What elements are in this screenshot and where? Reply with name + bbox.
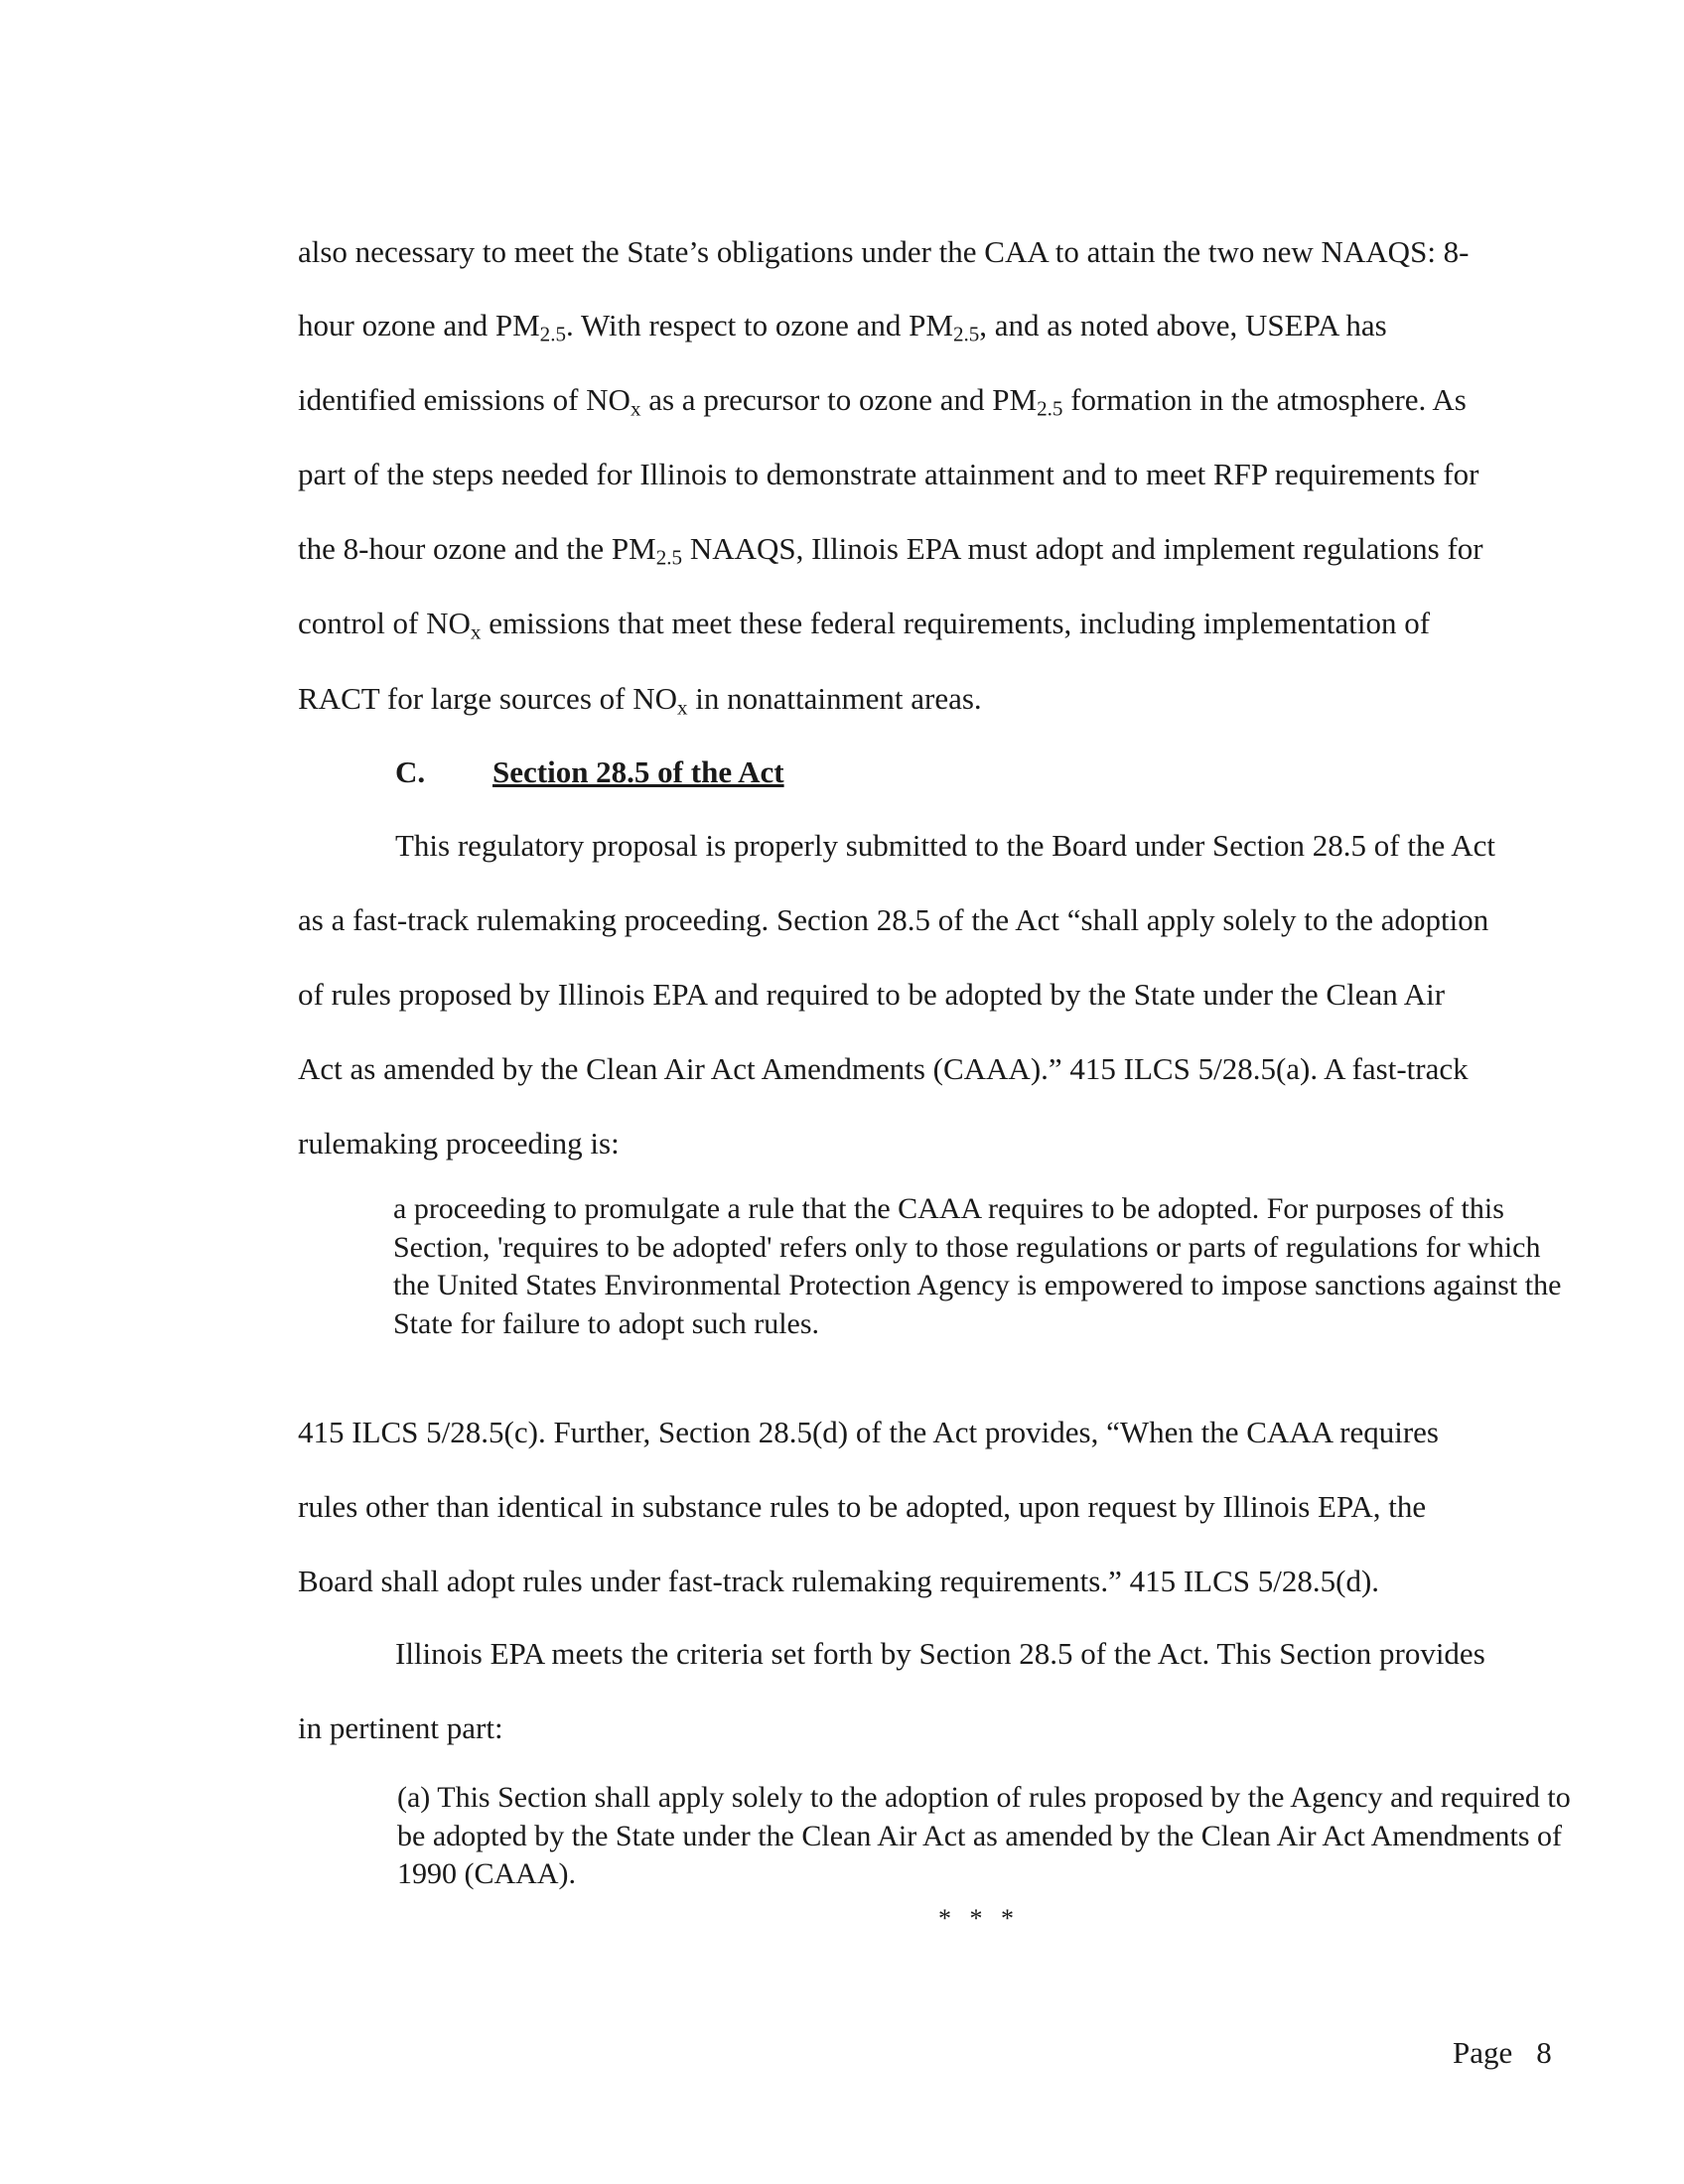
text-span: identified emissions of NO — [298, 382, 631, 417]
subscript: x — [630, 396, 641, 421]
section-title: Section 28.5 of the Act — [492, 754, 784, 789]
text-span: also necessary to meet the State’s obligations under the CAA to attain the two new NAAQS: 8- — [298, 234, 1470, 269]
paragraph-1-line-2 — [298, 306, 1387, 345]
paragraph-1-line-4 — [298, 455, 1478, 494]
text-span: rulemaking proceeding is: — [298, 1126, 620, 1160]
text-span: the 8-hour ozone and the PM — [298, 531, 656, 566]
subscript: x — [676, 695, 688, 720]
text-span: as a fast-track rulemaking proceeding. Section 28.5 of the Act “shall apply solely to the adoption — [298, 902, 1489, 937]
paragraph-1-line-6 — [298, 604, 1430, 643]
page-label: Page — [1453, 2035, 1513, 2070]
paragraph-4-line-1 — [395, 1634, 1485, 1674]
paragraph-1-line-7 — [298, 679, 982, 719]
paragraph-2-line-3 — [298, 975, 1445, 1015]
paragraph-1-line-5 — [298, 529, 1483, 569]
text-span: of rules proposed by Illinois EPA and required to be adopted by the State under the Clean Air — [298, 977, 1446, 1012]
text-span: Board shall adopt rules under fast-track rulemaking requirements.” 415 ILCS 5/28.5(d). — [298, 1564, 1380, 1598]
subscript: 2.5 — [655, 545, 683, 570]
text-span: emissions that meet these federal requirements, including implementation of — [481, 606, 1431, 640]
paragraph-3-line-2 — [298, 1487, 1426, 1527]
paragraph-2-line-5 — [298, 1124, 620, 1163]
text-span: hour ozone and PM — [298, 308, 540, 342]
text-span: , and as noted above, USEPA has — [979, 308, 1387, 342]
text-span: in nonattainment areas. — [687, 681, 982, 716]
text-span: as a precursor to ozone and PM — [640, 382, 1038, 417]
text-span: in pertinent part: — [298, 1710, 503, 1745]
paragraph-2-line-1 — [395, 826, 1495, 866]
text-span: . With respect to ozone and PM — [566, 308, 953, 342]
block-quote-statute — [397, 1779, 1579, 1894]
paragraph-4-line-2 — [298, 1708, 503, 1748]
text-span: RACT for large sources of NO — [298, 681, 677, 716]
block-quote-text: a proceeding to promulgate a rule that the CAAA requires to be adopted. For purposes of this Section, 'requires to be adopted' refers only to those regulations or parts of regulations for which the United States Environmental Protection Agency is empowered to impose sanctions against the State for failure to adopt such rules. — [393, 1192, 1562, 1340]
text-span: Illinois EPA meets the criteria set forth by Section 28.5 of the Act. This Section provides — [395, 1636, 1485, 1671]
paragraph-2-line-2 — [298, 900, 1488, 940]
text-span: 415 ILCS 5/28.5(c). Further, Section 28.5(d) of the Act provides, “When the CAAA requires — [298, 1415, 1439, 1449]
text-span: NAAQS, Illinois EPA must adopt and implement regulations for — [682, 531, 1483, 566]
section-letter: C. — [395, 754, 426, 789]
text-span: rules other than identical in substance rules to be adopted, upon request by Illinois EPA, the — [298, 1489, 1427, 1524]
subscript: 2.5 — [952, 322, 980, 346]
subscript: 2.5 — [539, 322, 567, 346]
paragraph-1-line-1 — [298, 232, 1470, 272]
paragraph-3-line-3 — [298, 1562, 1379, 1601]
page-number-value: 8 — [1536, 2035, 1552, 2070]
page-number — [1453, 2035, 1552, 2071]
block-quote — [393, 1190, 1575, 1343]
text-span: This regulatory proposal is properly submitted to the Board under Section 28.5 of the Act — [395, 828, 1496, 863]
text-span: part of the steps needed for Illinois to demonstrate attainment and to meet RFP requirements for — [298, 457, 1479, 491]
subscript: x — [470, 619, 482, 644]
paragraph-1-line-3 — [298, 380, 1467, 420]
text-span: control of NO — [298, 606, 471, 640]
subscript: 2.5 — [1037, 396, 1063, 421]
text-span: formation in the atmosphere. As — [1062, 382, 1467, 417]
text-span: Act as amended by the Clean Air Act Amendments (CAAA).” 415 ILCS 5/28.5(a). A fast-track — [298, 1051, 1469, 1086]
section-heading — [395, 752, 784, 792]
paragraph-3-line-1 — [298, 1413, 1439, 1452]
omission-asterisks: * * * — [938, 1904, 1020, 1933]
block-quote-text: (a) This Section shall apply solely to the adoption of rules proposed by the Agency and required to be adopted by the State under the Clean Air Act as amended by the Clean Air Act Amendments of 1990 (CAAA). — [397, 1781, 1571, 1890]
paragraph-2-line-4 — [298, 1049, 1469, 1089]
